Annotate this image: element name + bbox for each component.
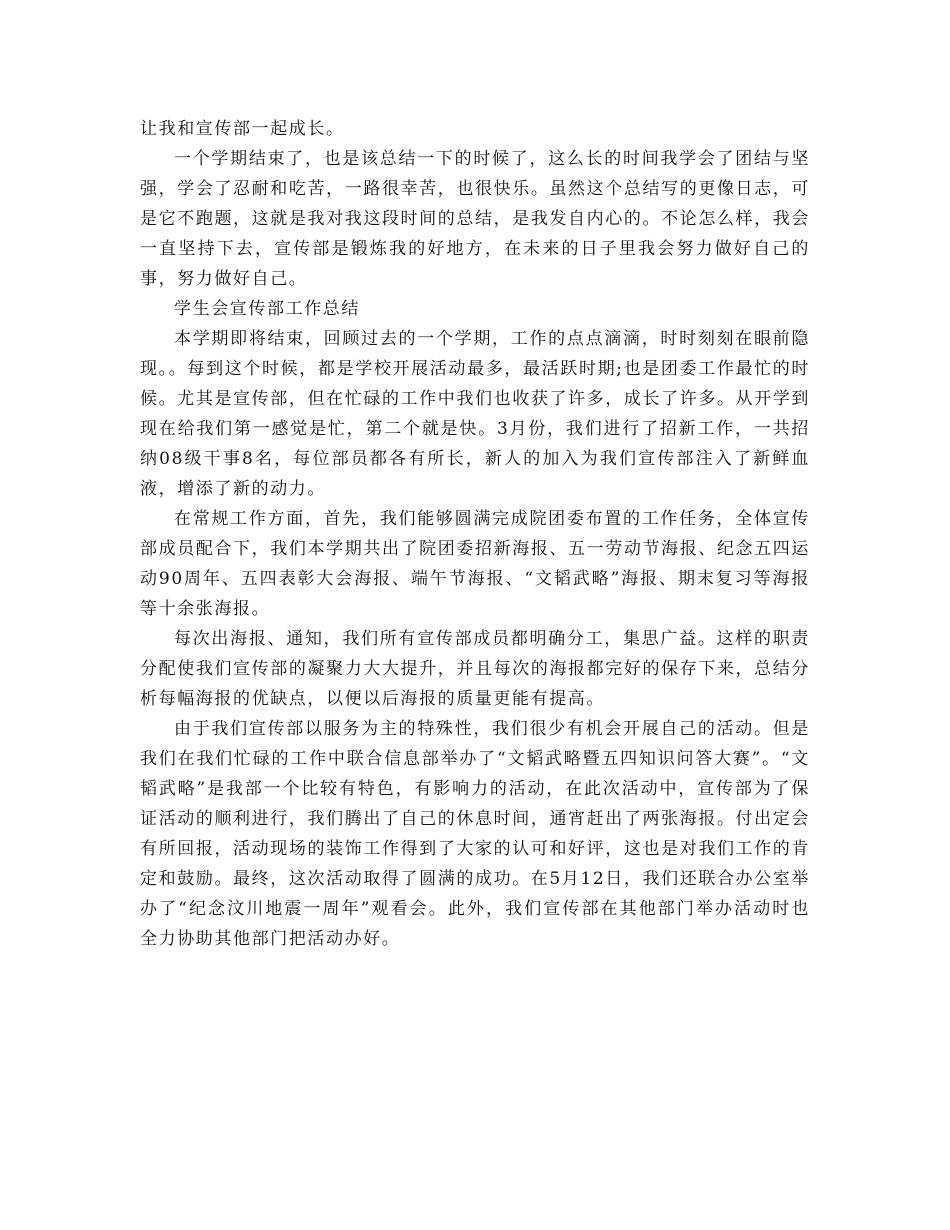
section-heading: 学生会宣传部工作总结	[174, 299, 360, 319]
paragraph-routine-work: 在常规工作方面，首先，我们能够圆满完成院团委布置的工作任务，全体宣传部成员配合下，我们本学期共出了院团委招新海报、五一劳动节海报、纪念五四运动90周年、五四表彰大会海报、端午节海报、“文韬武略”海报、期末复习等海报等十余张海报。	[140, 509, 810, 619]
paragraph-poster-process: 每次出海报、通知，我们所有宣传部成员都明确分工，集思广益。这样的职责分配使我们宣传部的凝聚力大大提升，并且每次的海报都完好的保存下来，总结分析每幅海报的优缺点，以便以后海报的质量更能有提高。	[140, 629, 810, 709]
paragraph-activities: 由于我们宣传部以服务为主的特殊性，我们很少有机会开展自己的活动。但是我们在我们忙碌的工作中联合信息部举办了“文韬武略暨五四知识问答大赛”。“文韬武略”是我部一个比较有特色，有影响力的活动，在此次活动中，宣传部为了保证活动的顺利进行，我们腾出了自己的休息时间，通宵赶出了两张海报。付出定会有所回报，活动现场的装饰工作得到了大家的认可和好评，这也是对我们工作的肯定和鼓励。最终，这次活动取得了圆满的成功。在5月12日，我们还联合办公室举办了“纪念汶川地震一周年”观看会。此外，我们宣传部在其他部门举办活动时也全力协助其他部门把活动办好。	[140, 719, 810, 949]
document-body	[140, 114, 810, 954]
paragraph-semester-end: 一个学期结束了，也是该总结一下的时候了，这么长的时间我学会了团结与坚强，学会了忍耐和吃苦，一路很幸苦，也很快乐。虽然这个总结写的更像日志，可是它不跑题，这就是我对我这段时间的总结，是我发自内心的。不论怎么样，我会一直坚持下去，宣传部是锻炼我的好地方，在未来的日子里我会努力做好自己的事，努力做好自己。	[140, 149, 810, 289]
paragraph-continuation: 让我和宣传部一起成长。	[140, 119, 345, 139]
paragraph-semester-review: 本学期即将结束，回顾过去的一个学期，工作的点点滴滴，时时刻刻在眼前隐现。。每到这个时候，都是学校开展活动最多，最活跃时期;也是团委工作最忙的时候。尤其是宣传部，但在忙碌的工作中我们也收获了许多，成长了许多。从开学到现在给我们第一感觉是忙，第二个就是快。3月份，我们进行了招新工作，一共招纳08级干事8名，每位部员都各有所长，新人的加入为我们宣传部注入了新鲜血液，增添了新的动力。	[140, 329, 810, 499]
